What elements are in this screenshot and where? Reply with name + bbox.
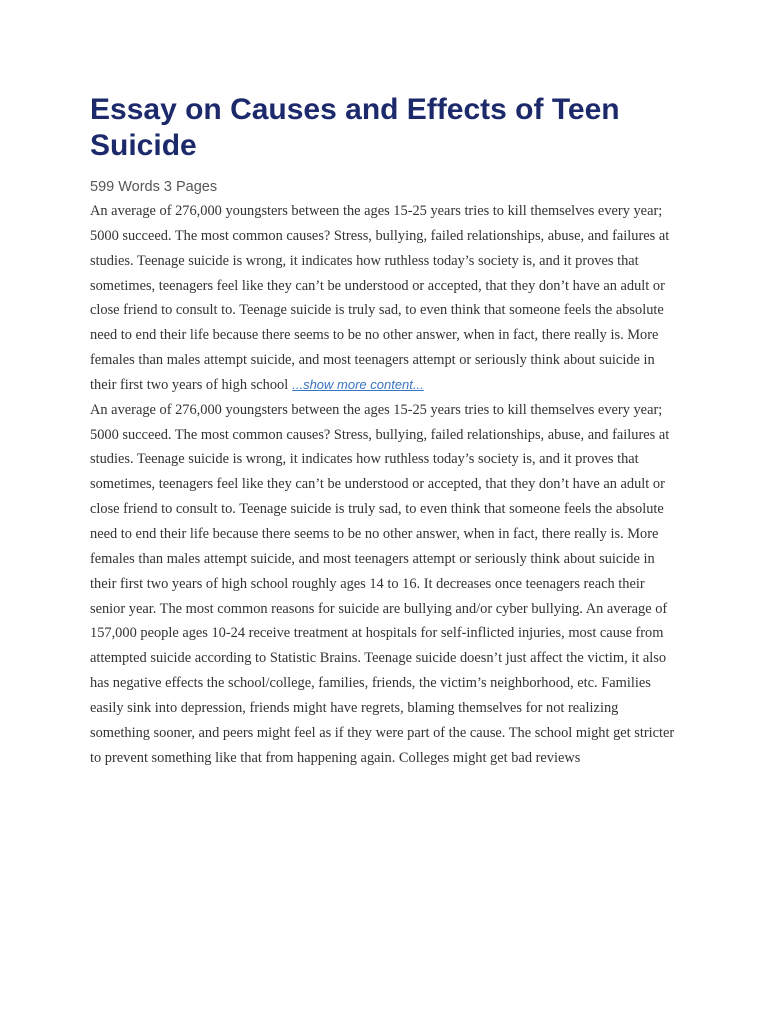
preview-text: An average of 276,000 youngsters between the ages 15-25 years tries to kill themselves every year; 5000 succeed. The most common causes? Stress, bullying, failed relationships, abuse, and failures at studies. Teenage suicide is wrong, it indicates how ruthless today’s society is, and it proves that sometimes, teenagers feel like they can’t be understood or accepted, that they don’t have an adult or close friend to consult to. Teenage suicide is truly sad, to even think that someone feels the absolute need to end their life because there seems to be no other answer, when in fact, there really is. More females than males attempt suicide, and most teenagers attempt or seriously think about suicide in their first two years of high school [90, 203, 670, 393]
essay-meta: 599 Words 3 Pages [90, 179, 218, 195]
essay-full-paragraph: An average of 276,000 youngsters between the ages 15-25 years tries to kill themselves every year; 5000 succeed. The most common causes? Stress, bullying, failed relationships, abuse, and failures at studies. Teenage suicide is wrong, it indicates how ruthless today’s society is, and it proves that sometimes, teenagers feel like they can’t be understood or accepted, that they don’t have an adult or close friend to consult to. Teenage suicide is truly sad, to even think that someone feels the absolute need to end their life because there seems to be no other answer, when in fact, there really is. More females than males attempt suicide, and most teenagers attempt or seriously think about suicide in their first two years of high school roughly ages 14 to 16. It decreases once teenagers reach their senior year. The most common reasons for suicide are bullying and/or cyber bullying. An average of 157,000 people ages 10-24 receive treatment at hospitals for self-inflicted injuries, most cause from attempted suicide according to Statistic Brains. Teenage suicide doesn’t just affect the victim, it also has negative effects the school/college, families, friends, the victim’s neighborhood, etc. Families easily sink into depression, friends might have regrets, blaming themselves for not realizing something sooner, and peers might feel as if they were part of the cause. The school might get stricter to prevent something like that from happening again. Colleges might get bad reviews [90, 401, 675, 766]
page-title: Essay on Causes and Effects of Teen Suicide [90, 93, 620, 162]
show-more-link[interactable]: ...show more content... [292, 376, 424, 392]
essay-page [90, 92, 680, 770]
essay-preview-paragraph [90, 199, 680, 398]
